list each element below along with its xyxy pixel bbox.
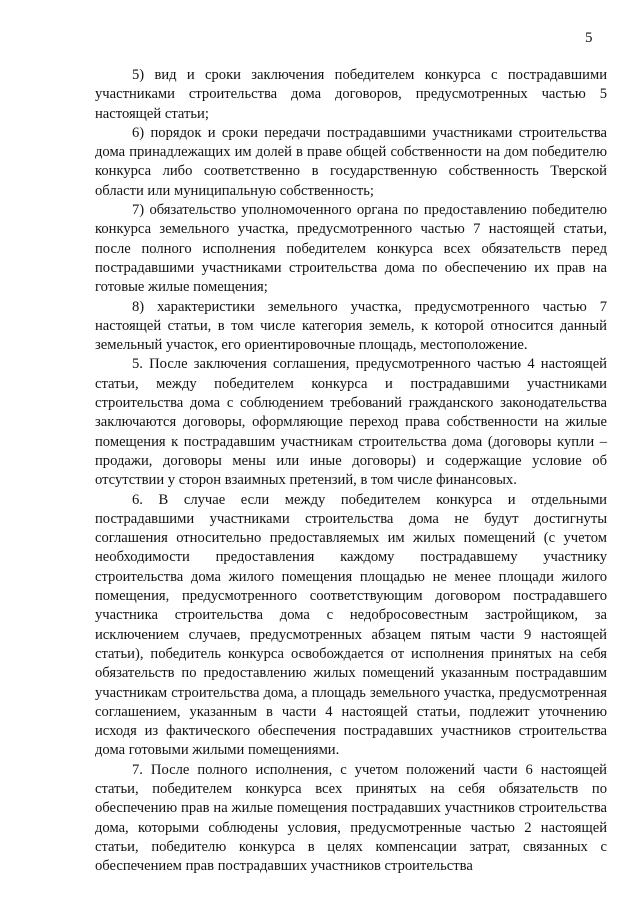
paragraph-item-5: 5) вид и сроки заключения победителем конкурса с пострадавшими участниками строительства дома договоров, предусмотренных частью 5 настоящей статьи; <box>95 67 607 122</box>
paragraph-part-5: 5. После заключения соглашения, предусмотренного частью 4 настоящей статьи, между победителем конкурса и пострадавшими участниками строительства дома с соблюдением требований гражданского законодательства заключаются договоры, оформляющие переход права собственности на жилые помещения к пострадавшим участникам строительства дома (договоры купли – продажи, договоры мены или иные договоры) и содержащие условие об отсутствии у сторон взаимных претензий, в том числе финансовых. <box>95 356 607 489</box>
paragraph-item-6: 6) порядок и сроки передачи пострадавшими участниками строительства дома принадлежащих им долей в праве общей собственности на дом победителю конкурса либо соответственно в государственную собственность Тверской области или муниципальную собственность; <box>95 124 607 199</box>
paragraph-item-7: 7) обязательство уполномоченного органа по предоставлению победителю конкурса земельного участка, предусмотренного частью 7 настоящей статьи, после полного исполнения победителем конкурса всех обязательств перед пострадавшими участниками строительства дома по обеспечению их прав на готовые жилые помещения; <box>95 202 607 296</box>
paragraph-part-6: 6. В случае если между победителем конкурса и отдельными пострадавшими участниками строительства дома не будут достигнуты соглашения относительно предоставляемых им жилых помещений (с учетом необходимости предоставления каждому пострадавшему участнику строительства дома жилого помещения площадью не менее площади жилого помещения, предусмотренного соответствующим договором пострадавшего участника строительства дома с недобросовестным застройщиком, за исключением случаев, предусмотренных абзацем пятым части 9 настоящей статьи), победитель конкурса освобождается от исполнения принятых на себя обязательств по предоставлению жилых помещений указанным пострадавшим участникам строительства дома, а площадь земельного участка, предусмотренная соглашением, указанным в части 4 настоящей статьи, подлежит уточнению исходя из фактического обеспечения пострадавших участников строительства дома готовыми жилыми помещениями. <box>95 491 607 759</box>
paragraph-part-7: 7. После полного исполнения, с учетом положений части 6 настоящей статьи, победителем конкурса всех принятых на себя обязательств по обеспечению прав на жилые помещения пострадавших участников строительства дома, которыми соблюдены условия, предусмотренные частью 2 настоящей статьи, победителю конкурса в целях компенсации затрат, связанных с обеспечением прав пострадавших участников строительства <box>95 761 607 875</box>
paragraph-item-8: 8) характеристики земельного участка, предусмотренного частью 7 настоящей статьи, в том числе категория земель, к которой относится данный земельный участок, его ориентировочные площадь, местоположение. <box>95 298 607 354</box>
page-number: 5 <box>585 30 593 46</box>
document-body <box>95 66 607 876</box>
